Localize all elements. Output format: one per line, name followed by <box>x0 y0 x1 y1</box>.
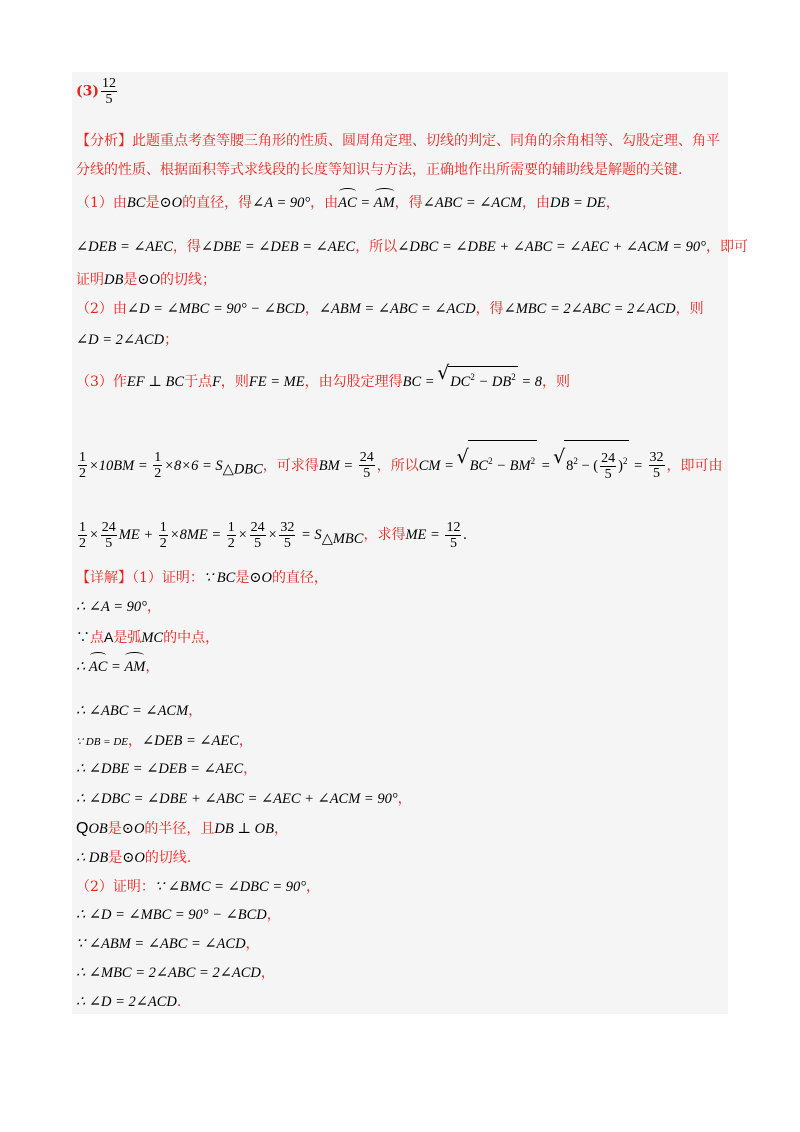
radicand <box>468 440 538 486</box>
math-mbc-2abc: ∠MBC = 2∠ABC = 2∠ACD <box>503 301 676 317</box>
den: 5 <box>604 467 612 482</box>
answer-label: (3) <box>76 83 99 100</box>
math: × <box>237 527 248 543</box>
den: 5 <box>283 535 291 551</box>
num: 1 <box>159 519 167 535</box>
sup: 2 <box>470 372 475 382</box>
circle-o: ⊙O <box>122 850 145 866</box>
sup: 2 <box>530 456 536 466</box>
sqrt <box>438 366 518 392</box>
text: ， <box>128 733 142 749</box>
text: （2）由 <box>76 301 127 317</box>
math: = S <box>297 527 322 543</box>
math: MC <box>141 630 164 646</box>
text: . <box>463 527 468 543</box>
text: ， <box>397 791 412 807</box>
num: 12 <box>446 519 461 535</box>
math: ∴ ∠MBC = 2∠ABC = 2∠ACD <box>76 965 261 981</box>
arc-am: AM <box>373 195 395 211</box>
equals: = <box>537 457 555 474</box>
detail-line-12 <box>76 905 281 925</box>
frac-24-5 <box>600 451 616 482</box>
analysis-line-1 <box>76 131 720 151</box>
analysis-text-1: 此题重点考查等腰三角形的性质、圆周角定理、切线的判定、同角的余角相等、勾股定理、角平 <box>132 133 720 149</box>
text: ，则 <box>542 373 571 390</box>
text: = 8 <box>517 373 543 390</box>
text: 是 <box>108 850 123 866</box>
text: BC = <box>402 373 439 390</box>
analysis-line-2 <box>76 160 682 180</box>
frac-half <box>78 520 87 551</box>
frac-12-5 <box>445 520 461 551</box>
equals: = <box>629 457 647 474</box>
den: 2 <box>79 466 86 482</box>
detail-line-10 <box>76 848 191 868</box>
because-symbol: ∵ <box>76 630 90 646</box>
text: 是 <box>123 272 138 288</box>
math: OB <box>88 821 108 837</box>
frac-24-5 <box>101 520 117 551</box>
analysis-p2-line-1 <box>76 299 704 319</box>
math-dbe-deb: ∠DBE = ∠DEB = ∠AEC <box>200 239 356 255</box>
num: 32 <box>649 450 664 466</box>
math-d-mbc: ∠D = ∠MBC = 90° − ∠BCD <box>126 301 305 317</box>
den: 2 <box>227 535 235 551</box>
text: （3）作 <box>76 373 127 390</box>
text: （1）证明： <box>132 570 204 586</box>
math-abm: ∠ABM = ∠ABC = ∠ACD <box>318 301 476 317</box>
frac-half <box>227 520 236 551</box>
detail-tag: 【详解】 <box>76 570 132 586</box>
text: ， <box>188 703 203 719</box>
math-bc-sqrt <box>403 374 542 390</box>
math: × <box>89 527 99 543</box>
math: × <box>267 527 278 543</box>
text: 于点 <box>184 373 213 390</box>
detail-line-3 <box>76 627 219 648</box>
analysis-p2-line-2 <box>76 330 178 350</box>
because-q-symbol: Q <box>76 820 89 837</box>
text: 是弧 <box>113 630 142 646</box>
text: ，所以 <box>376 457 419 474</box>
frac-24-5 <box>359 450 375 481</box>
math: ×8ME = <box>169 527 225 543</box>
text: ，得 <box>475 301 504 317</box>
analysis-p3-line-2 <box>76 440 723 490</box>
text: 的直径， <box>271 570 328 586</box>
math: ∴ ∠D = 2∠ACD <box>76 994 177 1010</box>
math-abc-acm: ∠ABC = ∠ACM <box>422 195 522 211</box>
text: 的中点， <box>163 630 220 646</box>
frac-24-5 <box>250 520 266 551</box>
math-d-2acd: ∠D = 2∠ACD <box>76 332 165 348</box>
text: 是 <box>107 821 122 837</box>
math: BM = <box>318 457 357 474</box>
math-fe-me: FE = ME <box>248 373 305 390</box>
radicand <box>448 366 518 392</box>
den: 5 <box>105 535 113 551</box>
math-db: DB <box>104 272 124 288</box>
analysis-p1-line-3 <box>76 270 216 290</box>
math: DB ⊥ OB <box>214 821 274 837</box>
text: ，可求得 <box>262 457 319 474</box>
text: − BM <box>492 457 531 474</box>
detail-line-1 <box>76 568 328 588</box>
math: ∵ DB = DE <box>76 736 128 748</box>
frac-32-5 <box>279 520 295 551</box>
text: ，所以 <box>355 239 398 255</box>
detail-line-14 <box>76 963 275 983</box>
text: ，由勾股定理得 <box>304 373 403 390</box>
answer-fraction <box>101 76 117 107</box>
detail-line-13 <box>76 934 260 954</box>
math: ∴ ∠D = ∠MBC = 90° − ∠BCD <box>76 907 267 923</box>
math: ∵ BC <box>203 570 236 586</box>
equals: = <box>356 195 374 211</box>
text: ，则 <box>220 373 249 390</box>
text: ， <box>238 733 253 749</box>
num: 32 <box>280 519 295 535</box>
text: ，即可 <box>705 239 748 255</box>
num: 1 <box>154 450 162 466</box>
text: ，求得 <box>363 527 406 543</box>
math: ∴ ∠A = 90° <box>76 599 147 615</box>
sub: △MBC <box>321 530 364 547</box>
text: ， <box>304 301 319 317</box>
circle-o: ⊙O <box>159 195 183 211</box>
detail-line-8 <box>76 789 412 809</box>
arc-ac: AC <box>338 195 357 211</box>
arc-am: AM <box>124 659 146 675</box>
text: ， <box>273 821 288 837</box>
answer-3 <box>76 76 119 107</box>
den: 5 <box>363 466 371 482</box>
text: 是 <box>235 570 250 586</box>
math-f: F <box>212 373 221 390</box>
analysis-tag: 【分析】 <box>76 133 132 149</box>
text: . <box>176 994 182 1010</box>
analysis-p3-line-3 <box>76 515 467 559</box>
frac-half <box>78 450 87 481</box>
circle-o: ⊙O <box>137 272 160 288</box>
math: ×8×6 = S <box>164 457 223 474</box>
den: 2 <box>154 466 162 482</box>
math-db-de: DB = DE <box>550 195 606 211</box>
sup: 2 <box>488 456 493 466</box>
sup: 2 <box>573 456 578 466</box>
text: − ( <box>577 457 599 474</box>
frac-half <box>159 520 168 551</box>
text: BC <box>469 457 489 474</box>
detail-line-15 <box>76 992 181 1012</box>
den: 5 <box>254 535 262 551</box>
text: ， <box>146 599 161 615</box>
arc-ac: AC <box>88 659 108 675</box>
den: 5 <box>449 535 457 551</box>
detail-line-11 <box>76 877 320 897</box>
math: ∴ ∠ABC = ∠ACM <box>76 703 189 719</box>
radicand <box>564 440 629 486</box>
detail-line-7 <box>76 759 257 779</box>
text: ， <box>260 965 275 981</box>
text: ； <box>164 332 179 348</box>
math: ∵ ∠BMC = ∠DBC = 90° <box>154 879 307 895</box>
text: 的半径，且 <box>144 821 215 837</box>
sqrt <box>554 440 629 486</box>
text: 的切线； <box>159 272 216 288</box>
num: 1 <box>79 519 86 535</box>
math-dbc-sum: ∠DBC = ∠DBE + ∠ABC = ∠AEC + ∠ACM = 90° <box>397 239 706 255</box>
sup: 2 <box>511 372 516 382</box>
math-angle-a: ∠A = 90° <box>252 195 311 211</box>
text: A <box>104 629 114 645</box>
text: ，得 <box>394 195 423 211</box>
den: 2 <box>79 535 86 551</box>
math: ME = <box>405 527 444 543</box>
num: 24 <box>250 519 265 535</box>
frac-half <box>153 450 162 481</box>
text: ， <box>245 936 260 952</box>
text: ，由 <box>522 195 550 211</box>
text: 的直径，得 <box>182 195 253 211</box>
frac-32-5 <box>649 450 665 481</box>
text: ，得 <box>172 239 201 255</box>
analysis-p3-line-1 <box>76 366 570 392</box>
answer-den: 5 <box>105 92 113 107</box>
math-deb-aec: ∠DEB = ∠AEC <box>76 239 173 255</box>
text: （1）由 <box>76 195 127 211</box>
math: ME + <box>118 527 157 543</box>
circle-o: ⊙O <box>121 821 145 837</box>
analysis-p1-line-1 <box>76 193 620 213</box>
math: ∠DEB = ∠AEC <box>142 733 239 749</box>
text: 的切线. <box>144 850 192 866</box>
text: ， <box>605 195 620 211</box>
detail-line-6 <box>76 731 253 752</box>
math-ef-perp-bc: EF ⊥ BC <box>126 373 185 390</box>
den: 2 <box>159 535 167 551</box>
text: ) <box>618 457 623 474</box>
math: ∴ ∠DBE = ∠DEB = ∠AEC <box>76 761 244 777</box>
num: 24 <box>601 451 616 466</box>
num: 24 <box>359 450 374 466</box>
sup: 2 <box>622 456 628 466</box>
text: ， <box>266 907 281 923</box>
detail-line-5 <box>76 701 202 721</box>
num: 1 <box>227 519 235 535</box>
text: 证明 <box>76 272 104 288</box>
text: DC <box>450 373 471 390</box>
text: （2）证明： <box>76 879 155 895</box>
equals: = <box>107 659 125 675</box>
circle-o: ⊙O <box>249 570 272 586</box>
text: ， <box>243 761 258 777</box>
sub: △DBC <box>222 461 263 478</box>
math: ×10BM = <box>89 457 152 474</box>
num: 1 <box>79 450 86 466</box>
text: 8 <box>566 457 574 474</box>
text: 是 <box>145 195 160 211</box>
analysis-p1-line-2 <box>76 237 748 257</box>
text: ，即可由 <box>666 457 723 474</box>
detail-line-4 <box>76 657 159 677</box>
math: ∵ ∠ABM = ∠ABC = ∠ACD <box>76 936 246 952</box>
answer-num: 12 <box>102 76 116 91</box>
math: CM = <box>418 457 458 474</box>
text: 点 <box>90 630 104 646</box>
detail-line-9 <box>76 819 288 839</box>
math: ∴ DB <box>76 850 109 866</box>
text: ， <box>306 879 321 895</box>
text: − DB <box>474 373 512 390</box>
detail-line-2 <box>76 597 161 617</box>
math: ∴ ∠DBC = ∠DBE + ∠ABC = ∠AEC + ∠ACM = 90° <box>76 791 398 807</box>
math: ∴ <box>76 659 89 675</box>
den: 5 <box>653 466 661 482</box>
text: ， <box>145 659 160 675</box>
text: ，则 <box>675 301 704 317</box>
math-bc: BC <box>126 195 146 211</box>
analysis-text-2: 分线的性质、根据面积等式求线段的长度等知识与方法，正确地作出所需要的辅助线是解题的关键. <box>76 162 683 178</box>
text: ，由 <box>310 195 339 211</box>
num: 24 <box>101 519 116 535</box>
sqrt <box>458 440 538 486</box>
